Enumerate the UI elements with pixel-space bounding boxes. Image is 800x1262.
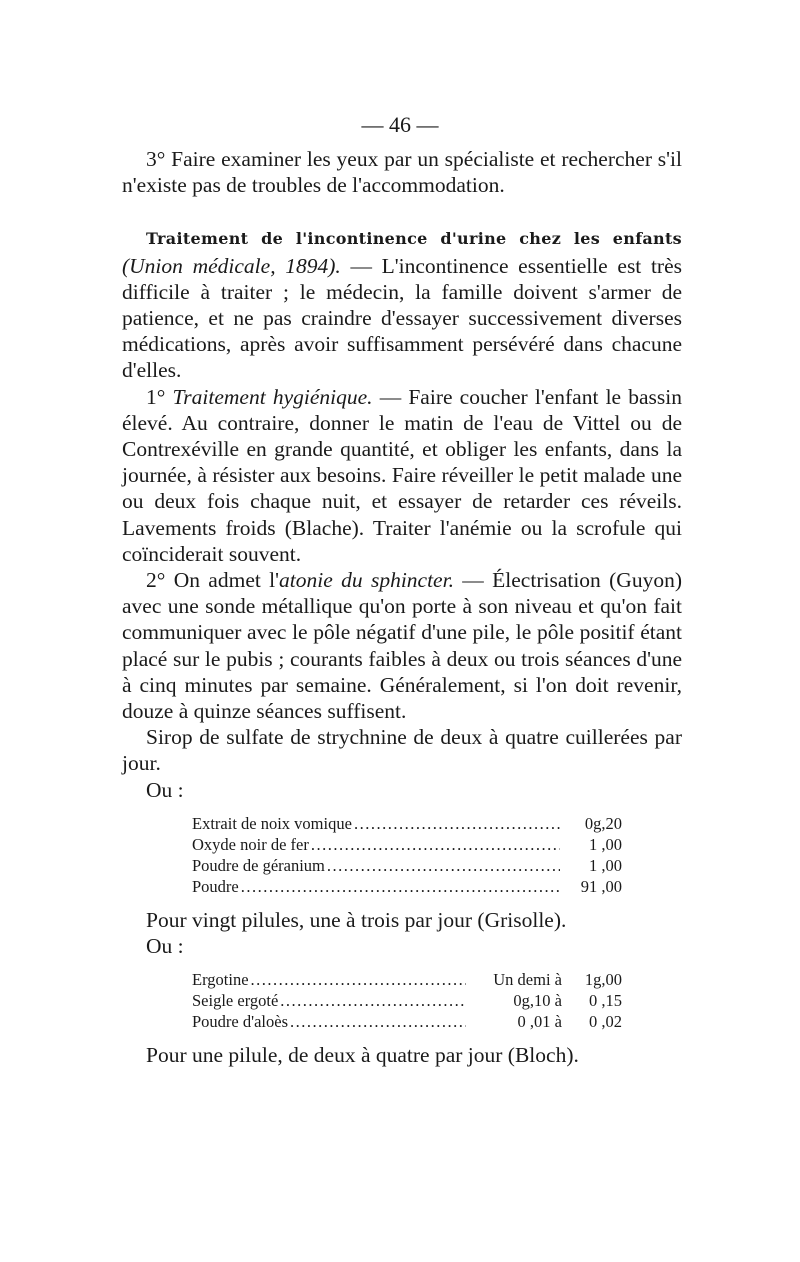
ingredient-name: Extrait de noix vomique: [192, 813, 352, 833]
ingredient-name: Seigle ergoté: [192, 991, 279, 1011]
dose-from: 0g,10 à: [513, 991, 562, 1011]
dose-from: 0 ,01 à: [517, 1012, 562, 1032]
treatment-1-label: 1°: [146, 384, 173, 409]
leader-dots: [249, 969, 466, 990]
spacer: [122, 198, 682, 224]
treatment-2-title: atonie du sphincter.: [279, 568, 454, 593]
formula-row: [192, 969, 622, 990]
formula-2: [192, 969, 622, 1032]
treatment-2-text: — Électrisation (Guyon) avec une sonde métallique qu'on porte à son niveau et qu'on fait communiquer avec le pôle négatif d'une pile, le pôle positif étant placé sur le pubis ; courants faibles à deux ou trois séances d'une à cinq minutes par semaine. Généralement, si l'on doit revenir, douze à quinze séances suffisent.: [122, 568, 682, 724]
ingredient-name: Poudre de géranium: [192, 855, 325, 875]
formula-row: [192, 855, 622, 876]
ou-label-2: Ou :: [146, 934, 184, 959]
intro-text: — L'incontinence essentielle est très difficile à traiter ; le médecin, la famille doivent s'armer de patience, et ne pas craindre d'essayer successivement diverses médications, après avoir suffisamment persévéré dans chacune d'elles.: [122, 253, 683, 383]
dose-to: 0 ,02: [589, 1012, 622, 1032]
ingredient-quantity: 1 ,00: [589, 834, 622, 854]
treatment-2-label: 2° On admet l': [146, 568, 280, 593]
pilule-paragraph: Pour une pilule, de deux à quatre par jour (Bloch).: [146, 1043, 579, 1068]
leader-dots: [239, 876, 560, 897]
formula-row: [192, 834, 622, 855]
leader-dots: [325, 855, 560, 876]
ou-label-1: Ou :: [146, 777, 184, 802]
leader-dots: [288, 1011, 466, 1032]
dose-from: Un demi à: [493, 970, 562, 990]
treatment-2: [122, 567, 682, 724]
section-intro: [122, 224, 682, 383]
formula-row: [192, 876, 622, 897]
ingredient-name: Poudre: [192, 876, 239, 896]
formula-row: [192, 813, 622, 834]
ingredient-quantity: 0g,20: [584, 813, 622, 833]
ingredient-quantity: 91 ,00: [580, 876, 622, 896]
ingredient-name: Poudre d'aloès: [192, 1012, 288, 1032]
formula-row: [192, 990, 622, 1011]
sirop-paragraph: Sirop de sulfate de strychnine de deux à quatre cuillerées par jour.: [122, 725, 682, 776]
formula-1: [192, 813, 622, 897]
section-heading: Traitement de l'incontinence d'urine chez les enfants: [146, 229, 682, 249]
paragraph-item-3: 3° Faire examiner les yeux par un spécialiste et rechercher s'il n'existe pas de troubles de l'accommodation.: [122, 147, 682, 198]
page-number: — 46 —: [361, 112, 439, 137]
source-citation: (Union médicale, 1894).: [122, 253, 341, 278]
leader-dots: [309, 834, 560, 855]
ingredient-name: Oxyde noir de fer: [192, 834, 309, 854]
treatment-1-title: Traitement hygiénique.: [172, 384, 373, 409]
treatment-1-text: — Faire coucher l'enfant le bassin élevé. Au contraire, donner le matin de l'eau de Vittel ou de Contrexéville en grande quantité, et obliger les enfants, dans la journée, à résister aux besoins. Faire réveiller le petit malade une ou deux fois chaque nuit, et essayer de retarder ces réveils. Lavements froids (Blache). Traiter l'anémie ou la scrofule qui coïnciderait souvent.: [122, 384, 683, 566]
dose-to: 1g,00: [584, 970, 622, 990]
leader-dots: [278, 990, 466, 1011]
leader-dots: [352, 813, 560, 834]
pilules-paragraph: Pour vingt pilules, une à trois par jour (Grisolle).: [146, 907, 567, 932]
page-text: [122, 146, 682, 1068]
ingredient-quantity: 1 ,00: [589, 855, 622, 875]
ingredient-name: Ergotine: [192, 970, 249, 990]
formula-row: [192, 1011, 622, 1032]
dose-to: 0 ,15: [589, 991, 622, 1011]
treatment-1: [122, 384, 682, 567]
